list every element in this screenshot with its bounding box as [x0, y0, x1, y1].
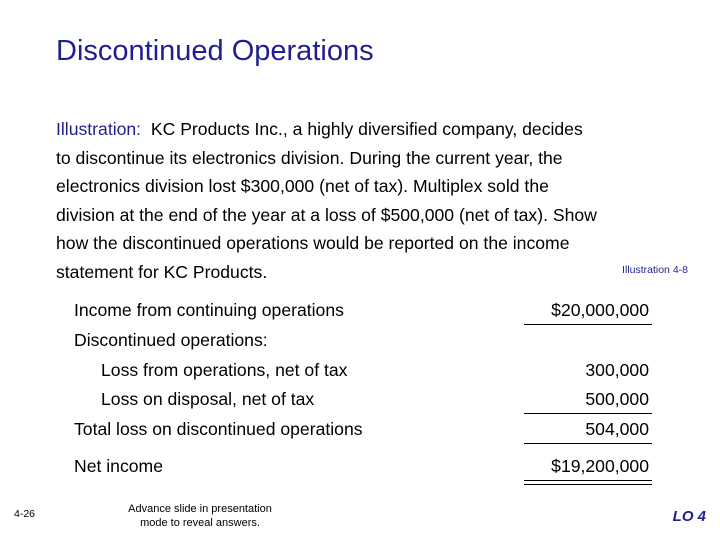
- net-income-label: Net income: [74, 456, 163, 476]
- illustration-line-1: [56, 115, 688, 144]
- income-continuing-underline: [524, 324, 652, 325]
- illustration-paragraph: [56, 115, 688, 286]
- loss-operations-label: Loss from operations, net of tax: [101, 360, 348, 380]
- page-number: 4-26: [14, 508, 36, 520]
- net-income-value: $19,200,000: [551, 456, 649, 476]
- learning-objective: LO 4: [672, 508, 706, 525]
- illustration-line-6: statement for KC Products.: [56, 261, 268, 282]
- loss-disposal-label: Loss on disposal, net of tax: [101, 389, 315, 409]
- illustration-line-5: how the discontinued operations would be reported on the income: [56, 233, 570, 253]
- advance-note-line-2: mode to reveal answers.: [140, 516, 260, 529]
- illustration-reference: Illustration 4-8: [622, 263, 688, 276]
- illustration-line-2: to discontinue its electronics division. During the current year, the: [56, 147, 563, 168]
- loss-operations-value: 300,000: [585, 360, 649, 380]
- net-income-double-underline-top: [524, 480, 652, 481]
- advance-note-line-1: Advance slide in presentation: [128, 503, 272, 515]
- net-income-double-underline-bottom: [524, 484, 652, 485]
- income-continuing-label: Income from continuing operations: [74, 300, 344, 320]
- total-loss-underline: [524, 443, 652, 444]
- income-continuing-value: $20,000,000: [551, 300, 649, 320]
- advance-note: [110, 503, 290, 530]
- total-loss-value: 504,000: [585, 419, 649, 439]
- loss-disposal-underline: [524, 413, 652, 414]
- slide-title: Discontinued Operations: [56, 35, 374, 67]
- illustration-line-3: electronics division lost $300,000 (net of tax). Multiplex sold the: [56, 176, 549, 196]
- discontinued-heading: Discontinued operations:: [74, 330, 268, 350]
- loss-disposal-value: 500,000: [585, 389, 649, 409]
- illustration-text-1: KC Products Inc., a highly diversified company, decides: [150, 119, 583, 139]
- total-loss-label: Total loss on discontinued operations: [74, 419, 363, 439]
- illustration-lead: Illustration:: [56, 119, 142, 139]
- illustration-line-4: division at the end of the year at a loss of $500,000 (net of tax). Show: [56, 204, 597, 225]
